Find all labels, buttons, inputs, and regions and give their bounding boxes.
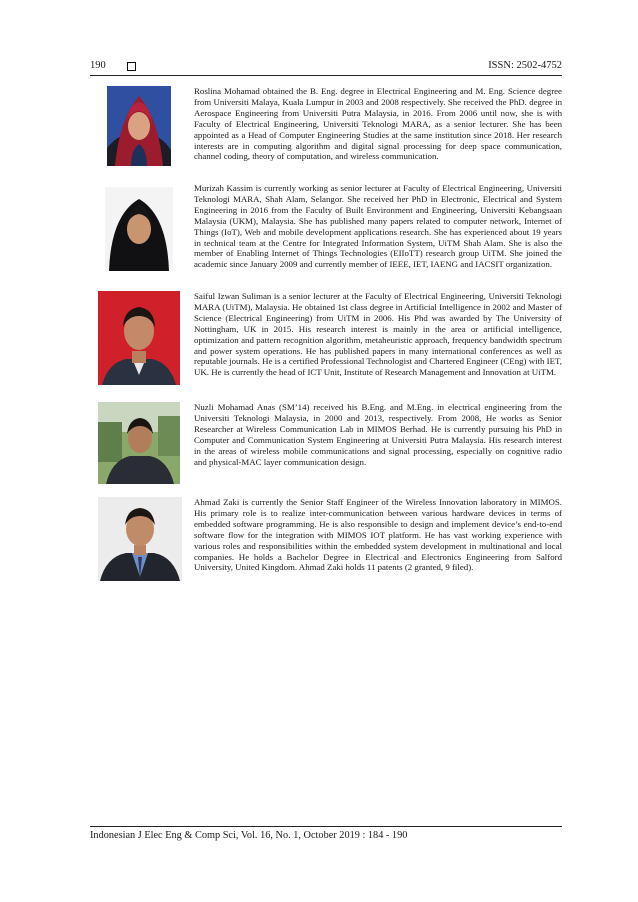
author-photo-murizah	[105, 187, 173, 271]
author-bio-text: Ahmad Zaki is currently the Senior Staff Engineer of the Wireless Innovation laboratory in MIMOS. His primary role is to realize inter-communication between various hardware devices in terms of embedded software programming. He is also responsible to design and implement device’s end-to-end software flow for the integration with MIMOS IOT platform. He has vast working experience with various roles and responsibilities within the embedded system development in multinational and local companies. He holds a Bachelor Degree in Electrical and Electronics Engineering from Salford University, United Kingdom. Ahmad Zaki holds 11 patents (2 granted, 9 filed).	[194, 497, 562, 573]
author-photo-saiful	[98, 291, 180, 385]
running-header	[90, 60, 562, 76]
author-bio-text: Saiful Izwan Suliman is a senior lecturer at the Faculty of Electrical Engineering, Universiti Teknologi MARA (UiTM), Malaysia. He obtained 1st class degree in Artificial Intelligence in 2002 and Master of Science (Electrical Engineering) from UiTM in 2006. His Phd was awarded by The University of Nottingham, UK in 2015. His research interest is mainly in the area or artificial intelligence, optimization and pattern recognition algorithm, metaheuristic approach, frequency bandwidth spectrum and power system operations. He has published papers in many international conferences as well as reputable journals. He is a certified Professional Technologist and Chartered Engineer (CEng) with IET, UK. He is currently the head of ICT Unit, Institute of Research Management and Innovation at UiTM.	[194, 291, 562, 378]
footer-citation: Indonesian J Elec Eng & Comp Sci, Vol. 16, No. 1, October 2019 : 184 - 190	[90, 830, 408, 841]
author-photo-ahmad	[98, 497, 182, 581]
author-bio-text: Murizah Kassim is currently working as senior lecturer at Faculty of Electrical Engineering, Universiti Teknologi MARA, Shah Alam, Selangor. She received her PhD in Electronic, Electrical and System Engineering in 2016 from the Faculty of Built Environment and Engineering, Universiti Kebangsaan Malaysia (UKM), Malaysia. She has published many papers related to computer network, Internet of Things (IoT), Web and mobile development applications research. She has experienced about 19 years in technical team at the Centre for Integrated Information System, UiTM Shah Alam. She is also the member of Enabling Internet of Things Technologies (EIIoTT) research group UiTM. She joined the academic since January 2009 and currently member of IEEE, IET, IAENG and IACSIT organization.	[194, 183, 562, 270]
author-photo-roslina	[107, 86, 171, 166]
issn-label: ISSN: 2502-4752	[488, 60, 562, 71]
footer-rule	[90, 826, 562, 827]
author-photo-nuzli	[98, 402, 180, 484]
author-bio-text: Nuzli Mohamad Anas (SM’14) received his B.Eng. and M.Eng. in electrical engineering from the Universiti Teknologi Malaysia, in 2000 and 2013, respectively. From 2008, He works as Senior Researcher at Wireless Communication Lab in MIMOS Berhad. He is currently pursuing his PhD in Computer and Communication System Engineering at Universiti Putra Malaysia. His research interest in the areas of wireless mobile communications and signal processing, especially on cognitive radio and physical-MAC layer communication design.	[194, 402, 562, 467]
square-bullet-icon	[127, 62, 136, 71]
header-rule	[90, 75, 562, 76]
page-number: 190	[90, 60, 106, 71]
author-bio-text: Roslina Mohamad obtained the B. Eng. degree in Electrical Engineering and M. Eng. Science degree from Universiti Malaya, Kuala Lumpur in 2003 and 2008 respectively. She received the PhD. degree in Aerospace Engineering from Universiti Putra Malaysia, in 2016. From 2006 until now, she is with Faculty of Electrical Engineering, Universiti Teknologi MARA, as a senior lecturer. She has been appointed as a Head of Computer Engineering Studies at the same institution since 2018. Her research interests are in computing algorithm and digital signal processing for deep space communication, channel coding, theory of computation, and wireless communication.	[194, 86, 562, 162]
